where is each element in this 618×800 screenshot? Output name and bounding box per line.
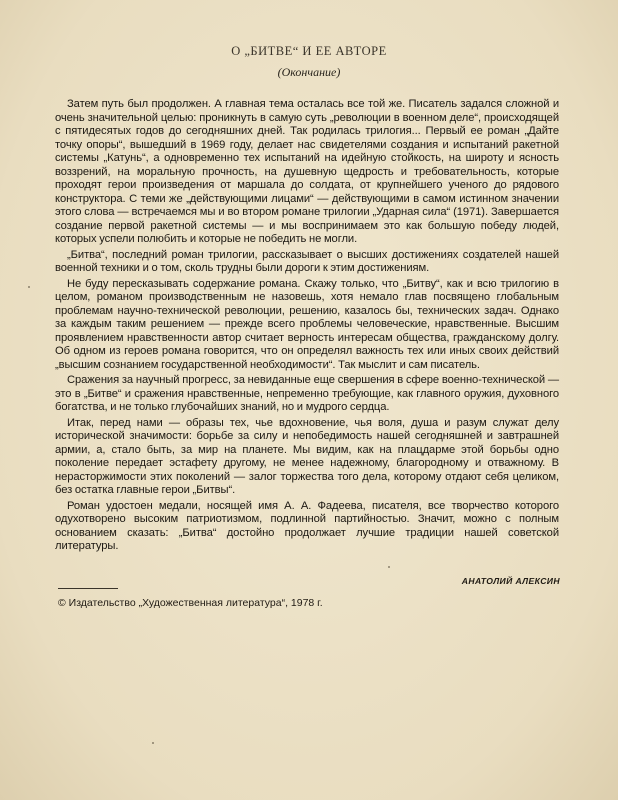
paragraph: Роман удостоен медали, носящей имя А. А. Фадеева, писателя, все творчество которого одухотворено высоким патриотизмом, подлинной партийностью. Значит, можно с полным основанием сказать: „Битва“ достойно продолжает лучшие традиции нашей советской литературы. — [55, 499, 559, 552]
paragraph: Затем путь был продолжен. А главная тема осталась все той же. Писатель задался сложной и очень значительной целью: проникнуть в самую суть „революции в военном деле“, происходящей с пятидесятых годов до сегодняшних дней. Так родилась трилогия... Первый ее роман „Дайте точку опоры“, вышедший в 1969 году, делает нас свидетелями создания и испытаний ракетной системы „Катунь“, а одновременно тех испытаний на идейную стойкость, на широту и ясность воззрений, на моральную прочность, на душевную щедрость и требовательность, которые проходят герои произведения от маршала до солдата, от крупнейшего ученого до рядового конструктора. С теми же „действующими лицами“ — действующими в самом истинном значении этого слова — встречаемся мы и во втором романе трилогии „Ударная сила“ (1971). Завершается создание первой ракетной системы — и мы воспринимаем это как большую победу людей, которых успели полюбить и которые не победить не могли. — [55, 98, 559, 245]
copyright-notice: © Издательство „Художественная литература“, 1978 г. — [58, 597, 323, 609]
paragraph: „Битва“, последний роман трилогии, рассказывает о высших достижениях создателей нашей военной техники и о том, сколь трудны были дороги к этим достижениям. — [55, 248, 559, 274]
divider — [58, 588, 118, 589]
paper-speck — [28, 286, 30, 288]
paper-speck — [388, 566, 390, 568]
paragraph: Сражения за научный прогресс, за невиданные еще свершения в сфере военно-технической — это в „Битве“ и сражения нравственные, непременно требующие, как главного оружия, духовного богатства, и не только глубочайших знаний, но и мудрого сердца. — [55, 374, 559, 413]
article-subtitle: (Окончание) — [277, 65, 341, 79]
paper-speck — [152, 742, 154, 744]
article-body — [55, 98, 559, 556]
author-signature: АНАТОЛИЙ АЛЕКСИН — [461, 576, 560, 586]
paragraph: Итак, перед нами — образы тех, чье вдохновение, чья воля, душа и разум служат делу исторической значимости: борьбе за силу и непобедимость нашей сегодняшней и завтрашней армии, а, стало быть, за мир на планете. Мы видим, как на плацдарме этой борьбы одно поколение передает эстафету другому, не менее надежному, благородному и отважному. В нерасторжимости этих поколений — залог торжества того дела, которому отдают себя целиком, без остатка главные герои „Битвы“. — [55, 416, 559, 496]
article-title: О „БИТВЕ“ И ЕЕ АВТОРЕ — [231, 44, 387, 58]
paragraph: Не буду пересказывать содержание романа. Скажу только, что „Битву“, как и всю трилогию в целом, романом производственным не назовешь, хотя немало глав посвящено глобальным проблемам научно-технической революции, решению, казалось бы, технических задач. Однако за каждым таким решением — прежде всего проблемы человеческие, нравственные. Высшим проявлением нравственности автор считает верность интересам общества, гражданскому долгу. Об одном из героев романа говорится, что он определял важность тех или иных своих действий „высшим сознанием государственной необходимости“. Так мыслит и сам писатель. — [55, 277, 559, 371]
